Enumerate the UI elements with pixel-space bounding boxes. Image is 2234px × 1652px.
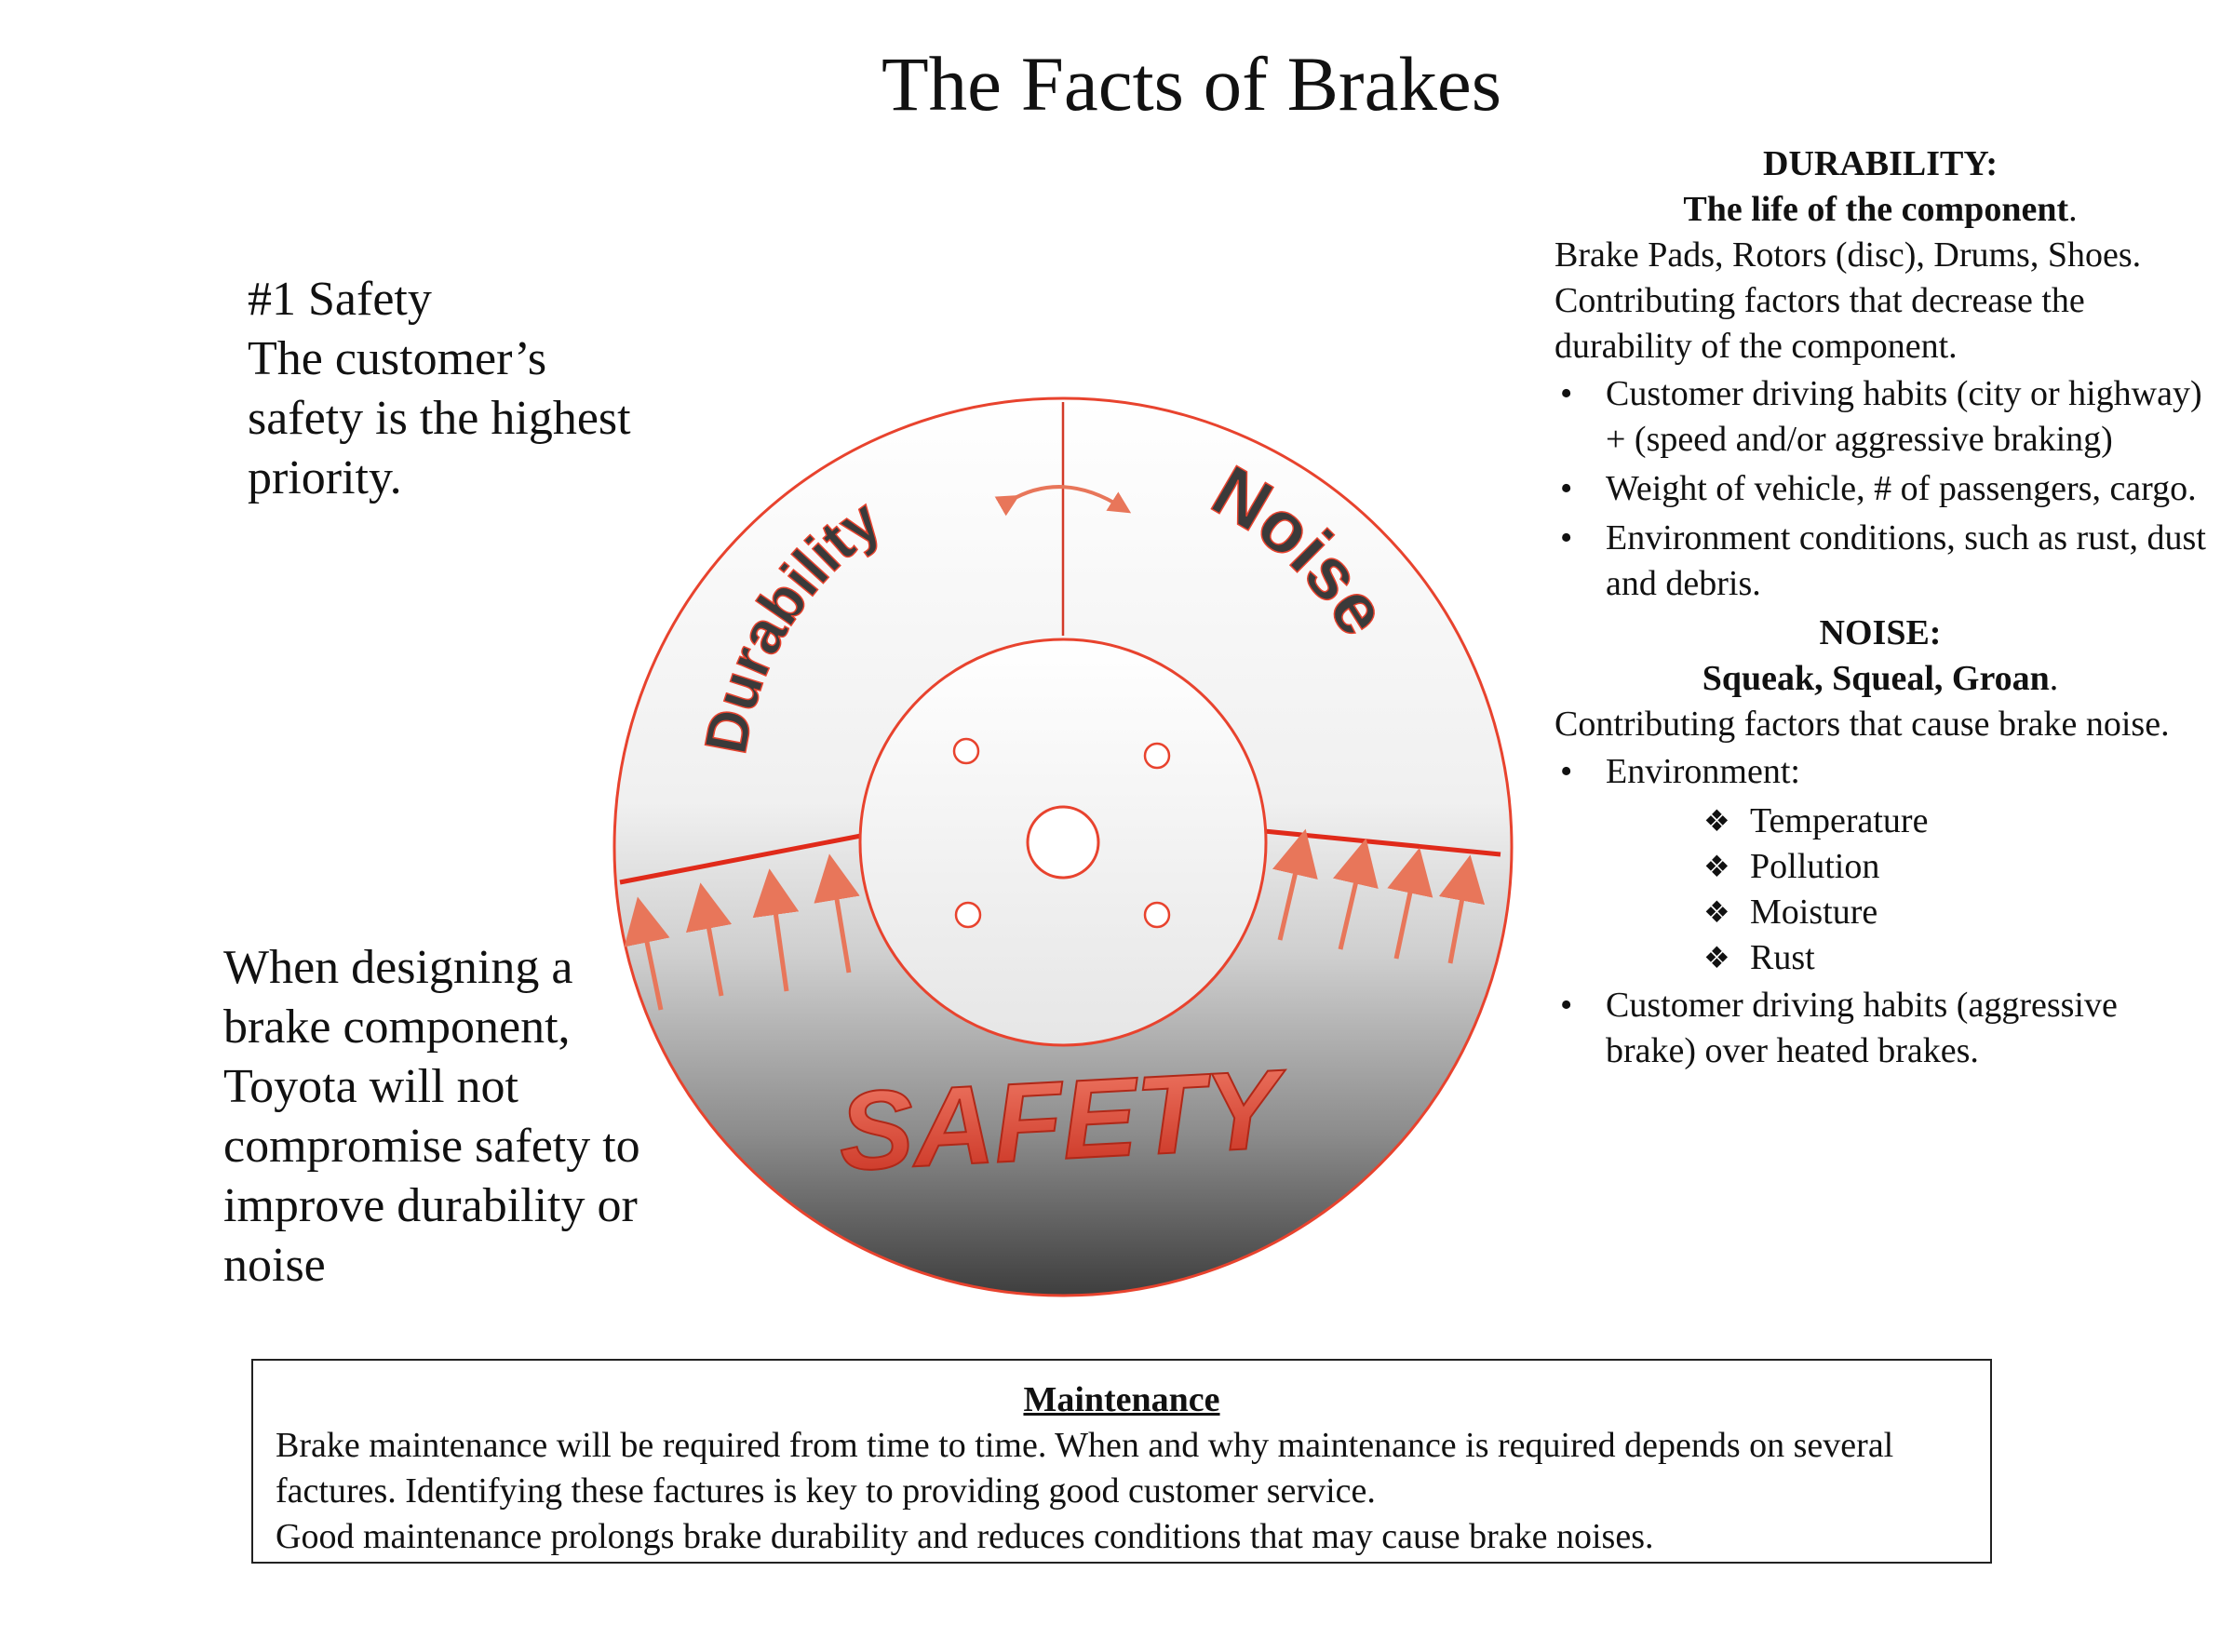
durability-heading: DURABILITY: (1763, 144, 1998, 183)
durability-subheading: The life of the component. (1683, 190, 2078, 229)
bolt-hole (1145, 744, 1169, 768)
environment-sublist (1703, 799, 2206, 981)
page-title: The Facts of Brakes (881, 41, 1502, 127)
maintenance-text-2: Good maintenance prolongs brake durability and reduces conditions that may cause brake noises. (276, 1517, 1654, 1556)
list-item: • Customer driving habits (city or highway) + (speed and/or aggressive braking) (1554, 371, 2206, 463)
hub-center-hole (1028, 807, 1098, 878)
facts-panel (1554, 141, 2206, 1078)
list-item: • Weight of vehicle, # of passengers, cargo. (1554, 466, 2206, 512)
durability-parts: Brake Pads, Rotors (disc), Drums, Shoes. (1554, 235, 2142, 275)
durability-intro: Contributing factors that decrease the durability of the component. (1554, 281, 2085, 366)
design-statement: When designing a brake component, Toyota will not compromise safety to improve durability or noise (223, 941, 640, 1292)
maintenance-text: Brake maintenance will be required from time to time. When and why maintenance is required depends on several factures. Identifying these factures is key to providing good customer service. (276, 1426, 1894, 1511)
list-item: ❖ Temperature (1703, 799, 2206, 844)
maintenance-box (251, 1359, 1992, 1564)
noise-intro: Contributing factors that cause brake noise. (1554, 705, 2170, 744)
noise-heading: NOISE: (1819, 613, 1942, 652)
durability-factor-list (1554, 371, 2206, 607)
bolt-hole (954, 739, 978, 763)
label-safety: SAFETY (835, 1046, 1283, 1195)
list-item: ❖ Rust (1703, 935, 2206, 981)
list-item: ❖ Pollution (1703, 844, 2206, 890)
bolt-hole (1145, 903, 1169, 927)
safety-heading: #1 Safety (248, 273, 432, 326)
list-item: • Environment conditions, such as rust, dust and debris. (1554, 516, 2206, 607)
list-item: ❖ Moisture (1703, 890, 2206, 935)
list-item: • Environment: (1554, 749, 2206, 795)
maintenance-heading: Maintenance (1023, 1380, 1220, 1419)
noise-habits-list (1554, 983, 2206, 1074)
label-noise: Noise (1199, 449, 1405, 650)
bolt-hole (956, 903, 980, 927)
list-item: • Customer driving habits (aggressive brake) over heated brakes. (1554, 983, 2206, 1074)
noise-subheading: Squeak, Squeal, Groan. (1702, 659, 2059, 698)
noise-factor-list (1554, 749, 2206, 795)
label-durability: Durability (691, 486, 893, 759)
safety-statement: The customer’s safety is the highest priority. (248, 332, 631, 504)
